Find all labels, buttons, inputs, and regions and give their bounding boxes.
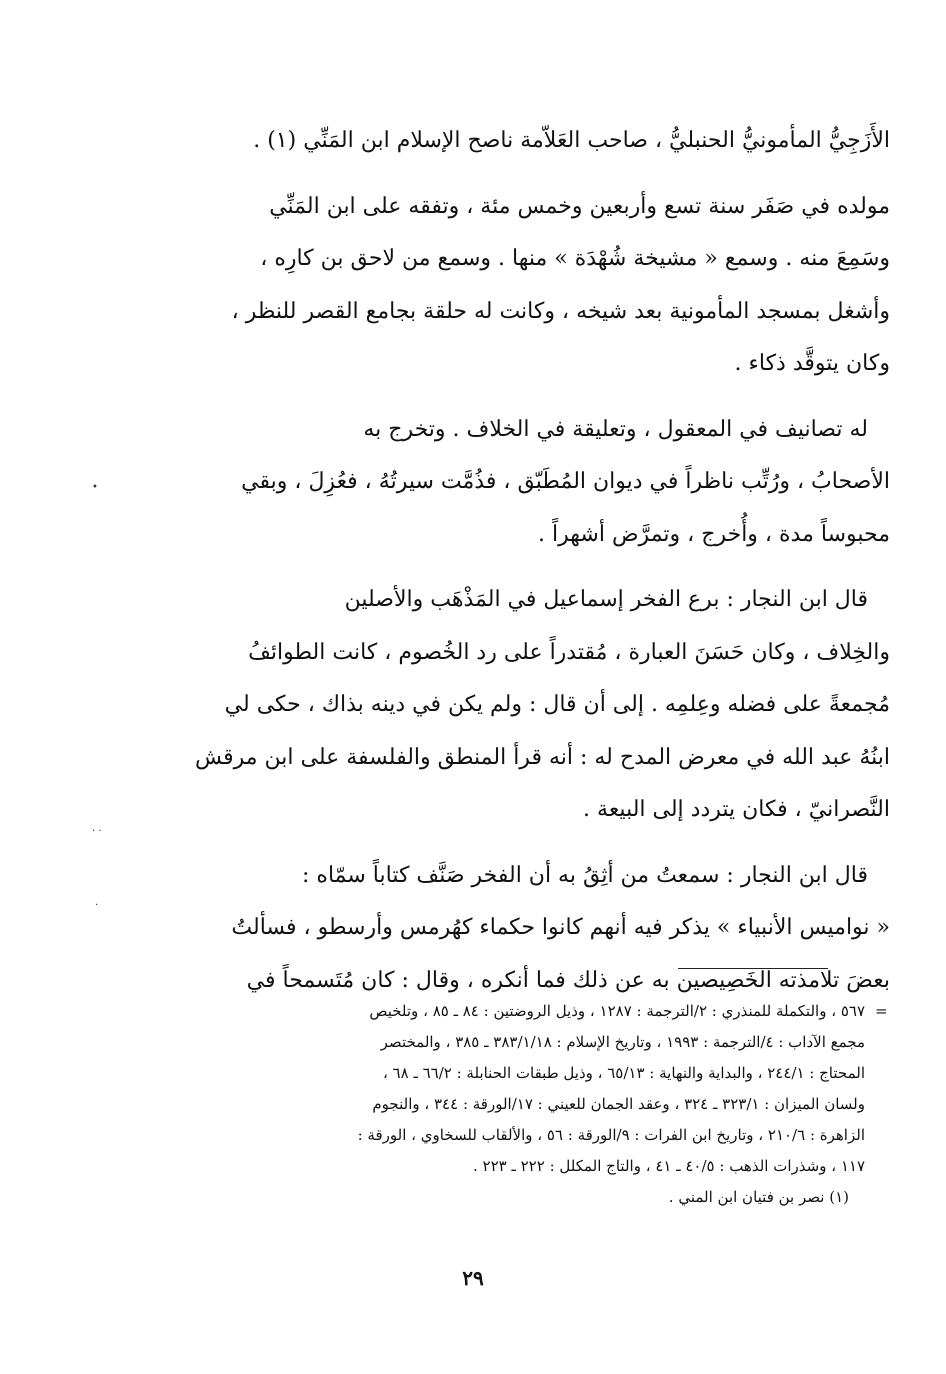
- paragraph-4: [165, 574, 890, 837]
- text-line: محبوساً مدة ، وأُخرج ، وتمرَّض أشهراً .: [538, 521, 890, 547]
- text-line: وأشغل بمسجد المأمونية بعد شيخه ، وكانت له حلقة بجامع القصر للنظر ،: [231, 298, 890, 324]
- text-line: له تصانيف في المعقول ، وتعليقة في الخلاف . وتخرج به: [363, 416, 868, 442]
- footnote-line: ٥٦٧ ، والتكملة للمنذري : ٢/الترجمة : ١٢٨٧ ، وذيل الروضتين : ٨٤ ـ ٨٥ ، وتلخيص: [369, 1002, 865, 1020]
- text-line: ابنُهُ عبد الله في معرض المدح له : أنه قرأ المنطق والفلسفة على ابن مرقش: [195, 744, 890, 770]
- text-line-segment: الأَزَجِيُّ المأمونيُّ الحنبليُّ ، صاحب العَلاّمة ناصح الإسلام ابن المَنِّي: [303, 128, 890, 153]
- text-line: والخِلاف ، وكان حَسَنَ العبارة ، مُقتدراً على رد الخُصوم ، كانت الطوائفُ: [248, 639, 890, 665]
- text-line: قال ابن النجار : سمعتُ من أثِقُ به أن الفخر صَنَّف كتاباً سمّاه :: [302, 862, 868, 888]
- paragraph-3: [165, 404, 890, 562]
- text-line: مولده في صَفَر سنة تسع وأربعين وخمس مئة ، وتفقه على ابن المَنِّي: [269, 193, 890, 219]
- footnote-line: الزاهرة : ٢١٠/٦ ، وتاريخ ابن الفرات : ٩/الورقة : ٥٦ ، والألقاب للسخاوي ، الورقة :: [357, 1126, 865, 1144]
- text-line: بعضَ تلامذته الخَصِيصين به عن ذلك فما أنكره ، وقال : كان مُتَسمحاً في: [246, 967, 890, 993]
- footnotes: [165, 996, 865, 1213]
- text-line: الأصحابُ ، ورُتِّب ناظراً في ديوان المُطَبّق ، فذُمَّت سيرتُهُ ، فعُزِلَ ، وبقي: [241, 469, 890, 494]
- paragraph-1: [165, 115, 890, 168]
- footnote-line: ١١٧ ، وشذرات الذهب : ٤٠/٥ ـ ٤١ ، والتاج المكلل : ٢٢٢ ـ ٢٢٣ .: [472, 1157, 865, 1175]
- footnote-line: مجمع الآداب : ٤/الترجمة : ١٩٩٣ ، وتاريخ الإسلام : ٣٨٣/١/١٨ ـ ٣٨٥ ، والمختصر: [380, 1033, 865, 1051]
- footnote-separator: [678, 968, 828, 969]
- scan-speck: ·: [95, 900, 99, 911]
- text-line: وسَمِعَ منه . وسمع « مشيخة شُهْدَة » منها . وسمع من لاحق بن كارِه ،: [260, 246, 890, 271]
- text-line: [165, 115, 890, 168]
- text-line: قال ابن النجار : برع الفخر إسماعيل في المَذْهَب والأصلين: [344, 587, 868, 612]
- footnote-line: المحتاج : ٢٤٤/١ ، والبداية والنهاية : ٦٥/١٣ ، وذيل طبقات الحنابلة : ٦٦/٢ ـ ٦٨ ،: [382, 1064, 865, 1082]
- footnote-line: ولسان الميزان : ٣٢٣/١ ـ ٣٢٤ ، وعقد الجمان للعيني : ١٧/الورقة : ٣٤٤ ، والنجوم: [372, 1095, 865, 1113]
- text-line-segment: (١) .: [253, 128, 297, 153]
- main-text: [165, 115, 890, 1020]
- scan-speck: · ·: [92, 826, 102, 837]
- text-line: مُجمعةً على فضله وعِلمِه . إلى أن قال : ولم يكن في دينه بذاك ، حكى لي: [224, 692, 890, 717]
- paragraph-2: [165, 181, 890, 391]
- text-line: النَّصرانيّ ، فكان يتردد إلى البيعة .: [583, 797, 890, 822]
- text-line: وكان يتوقَّد ذكاء .: [734, 351, 890, 376]
- scan-speck: •: [92, 482, 98, 493]
- footnote-continuation-mark: =: [875, 1002, 888, 1020]
- page-number: ٢٩: [462, 1266, 484, 1290]
- text-line: « نواميس الأنبياء » يذكر فيه أنهم كانوا حكماء كهُرمس وأرسطو ، فسألتُ: [231, 915, 890, 940]
- footnote-1: (١) نصر بن فتيان ابن المني .: [668, 1188, 849, 1206]
- paragraph-5: [165, 850, 890, 1008]
